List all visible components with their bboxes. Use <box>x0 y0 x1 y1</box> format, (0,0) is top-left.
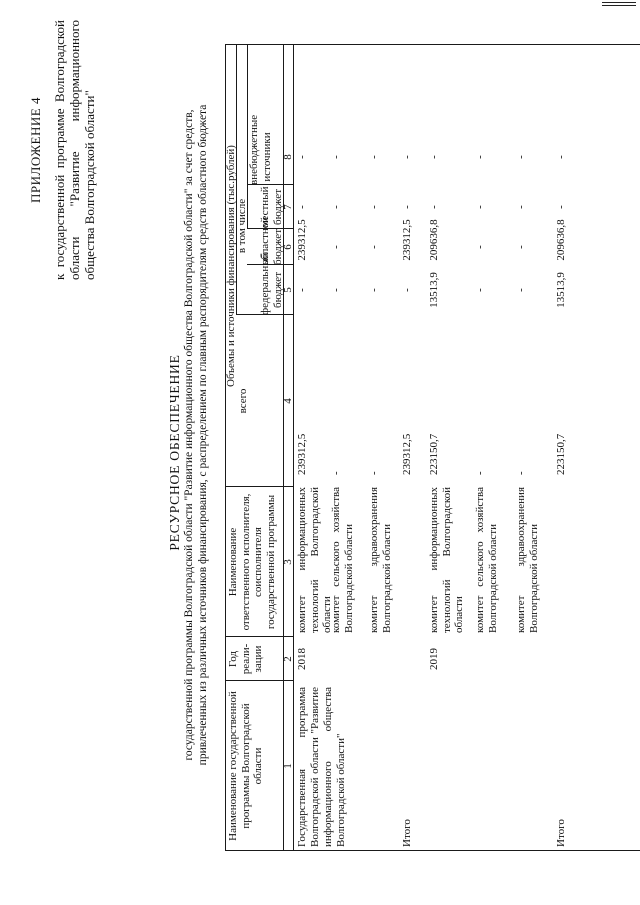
col-number: 2 <box>282 656 294 662</box>
row-federal: 13513,9 <box>555 272 567 308</box>
row-federal: - <box>296 288 308 292</box>
row-extra: - <box>428 155 440 159</box>
row-executor: комитет здравоохранения Волгоградской области <box>368 487 393 633</box>
row-local: - <box>555 205 567 209</box>
row-year: 2018 <box>296 648 308 670</box>
row-regional: - <box>474 245 486 249</box>
row-total-label: Итого <box>555 819 567 847</box>
header-local: местный бюджет <box>259 186 284 228</box>
row-executor: комитет информационных технологий Волгоградской области <box>428 487 465 633</box>
row-total: 239312,5 <box>296 433 308 475</box>
row-regional: - <box>368 245 380 249</box>
row-regional: 239312,5 <box>401 219 413 261</box>
row-executor: комитет информационных технологий Волгоградской области <box>296 487 333 633</box>
program-name-cell: Государственная программа Волгоградской области "Развитие информационного общества Волгоградской области" <box>296 687 347 847</box>
row-local: - <box>515 205 527 209</box>
appendix-title: ПРИЛОЖЕНИЕ 4 <box>28 97 43 203</box>
appendix-text: к государственной программе Волгоградской области "Развитие информационного общества Волгоградской области" <box>52 20 97 280</box>
row-extra: - <box>401 155 413 159</box>
subtitle-line-2: привлеченных из различных источников финансирования, с распределением по главным распорядителям средств областного бюджета <box>197 104 209 766</box>
col-number: 6 <box>282 244 294 250</box>
row-total: - <box>515 471 527 475</box>
row-regional: - <box>515 245 527 249</box>
col-number: 1 <box>282 763 294 769</box>
col-number: 8 <box>282 154 294 160</box>
row-regional: 209636,8 <box>555 219 567 261</box>
row-executor: комитет сельского хозяйства Волгоградской области <box>474 487 499 633</box>
header-program-name: Наименование государственной программы Волгоградской области <box>227 691 264 841</box>
row-total: 223150,7 <box>428 433 440 475</box>
row-extra: - <box>368 155 380 159</box>
row-federal: - <box>330 288 342 292</box>
row-federal: - <box>474 288 486 292</box>
header-extra: внебюджетные источники <box>248 114 273 185</box>
col-number: 5 <box>282 287 294 293</box>
row-total-label: Итого <box>401 819 413 847</box>
row-executor: комитет здравоохранения Волгоградской области <box>515 487 540 633</box>
col-number: 7 <box>282 204 294 210</box>
row-total: - <box>330 471 342 475</box>
row-year: 2019 <box>428 648 440 670</box>
row-regional: 209636,8 <box>428 219 440 261</box>
header-volumes: Объемы и источники финансирования (тыс.рублей) <box>225 145 237 387</box>
row-extra: - <box>515 155 527 159</box>
header-total: всего <box>237 388 249 414</box>
subtitle-line-1: государственной программы Волгоградской области "Развитие информационного общества Волгоградской области" за счет средств, <box>183 109 195 761</box>
row-extra: - <box>474 155 486 159</box>
col-number: 3 <box>282 559 294 565</box>
row-federal: - <box>368 288 380 292</box>
header-including: в том числе <box>236 198 248 254</box>
row-local: - <box>428 205 440 209</box>
row-regional: 239312,5 <box>296 219 308 261</box>
row-extra: - <box>555 155 567 159</box>
row-executor: комитет сельского хозяйства Волгоградской области <box>330 487 355 633</box>
row-total: - <box>368 471 380 475</box>
document-title: РЕСУРСНОЕ ОБЕСПЕЧЕНИЕ <box>167 354 182 551</box>
row-extra: - <box>330 155 342 159</box>
row-local: - <box>474 205 486 209</box>
row-federal: 13513,9 <box>428 272 440 308</box>
row-total: - <box>474 471 486 475</box>
row-local: - <box>401 205 413 209</box>
row-local: - <box>330 205 342 209</box>
row-federal: - <box>401 288 413 292</box>
row-total: 239312,5 <box>401 433 413 475</box>
row-total: 223150,7 <box>555 433 567 475</box>
header-federal: федеральный бюджет <box>259 252 284 315</box>
row-extra: - <box>296 155 308 159</box>
row-local: - <box>296 205 308 209</box>
header-regional: областной бюджет <box>259 216 284 265</box>
row-federal: - <box>515 288 527 292</box>
header-executor: Наименование ответственного исполнителя, соисполнителя государственной программы <box>227 493 277 631</box>
table-line <box>225 44 640 45</box>
row-regional: - <box>330 245 342 249</box>
header-year: Год реали- зации <box>227 643 264 675</box>
col-number: 4 <box>282 398 294 404</box>
row-local: - <box>368 205 380 209</box>
